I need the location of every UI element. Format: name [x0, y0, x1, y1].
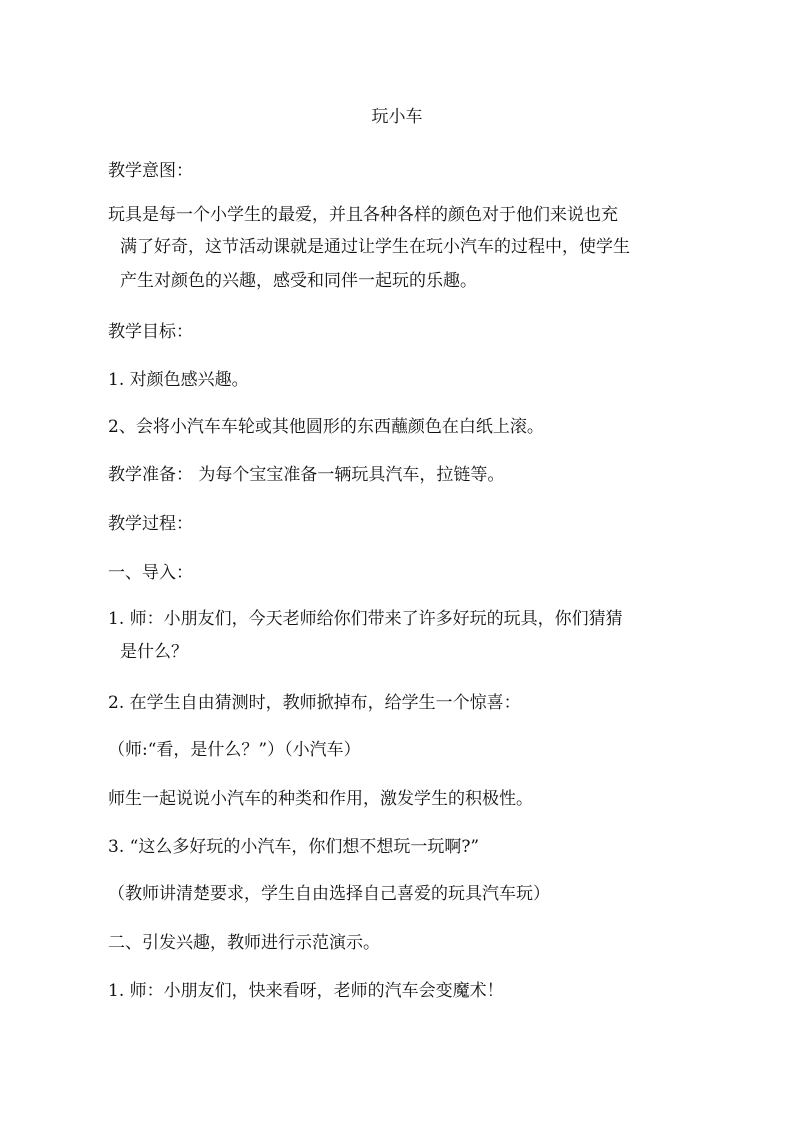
step-1-line-2: 是什么？: [120, 642, 188, 662]
goals-heading: 教学目标：: [108, 322, 193, 342]
discussion-line: 师生一起说说小汽车的种类和作用，激发学生的积极性。: [108, 789, 533, 809]
page-title: 玩小车: [371, 107, 423, 127]
goal-item-2: 2、会将小汽车车轮或其他圆形的东西蘸颜色在白纸上滚。: [108, 417, 544, 437]
intent-line-3: 产生对颜色的兴趣，感受和同伴一起玩的乐趣。: [120, 271, 477, 291]
process-heading: 教学过程：: [108, 514, 193, 534]
step-1-line-1: 1. 师：小朋友们，今天老师给你们带来了许多好玩的玩具，你们猜猜: [108, 609, 623, 629]
step-3: 3. “这么多好玩的小汽车，你们想不想玩一玩啊?”: [108, 837, 480, 857]
intent-line-2: 满了好奇，这节活动课就是通过让学生在玩小汽车的过程中，使学生: [120, 237, 630, 257]
step-2: 2. 在学生自由猜测时，教师掀掉布，给学生一个惊喜：: [108, 693, 521, 713]
dialog-line: （师:“看，是什么？”）（小汽车）: [108, 740, 361, 760]
part-1-heading: 一、导入：: [108, 563, 193, 583]
step-3-note: （教师讲清楚要求，学生自由选择自己喜爱的玩具汽车玩）: [108, 884, 550, 904]
part-2-heading: 二、引发兴趣，教师进行示范演示。: [108, 933, 380, 953]
intent-heading: 教学意图：: [108, 161, 193, 181]
preparation-line: 教学准备： 为每个宝宝准备一辆玩具汽车，拉链等。: [108, 465, 505, 485]
goal-item-1: 1. 对颜色感兴趣。: [108, 370, 249, 390]
part-2-step-1: 1. 师：小朋友们，快来看呀，老师的汽车会变魔术！: [108, 981, 504, 1001]
intent-line-1: 玩具是每一个小学生的最爱，并且各种各样的颜色对于他们来说也充: [108, 205, 618, 225]
